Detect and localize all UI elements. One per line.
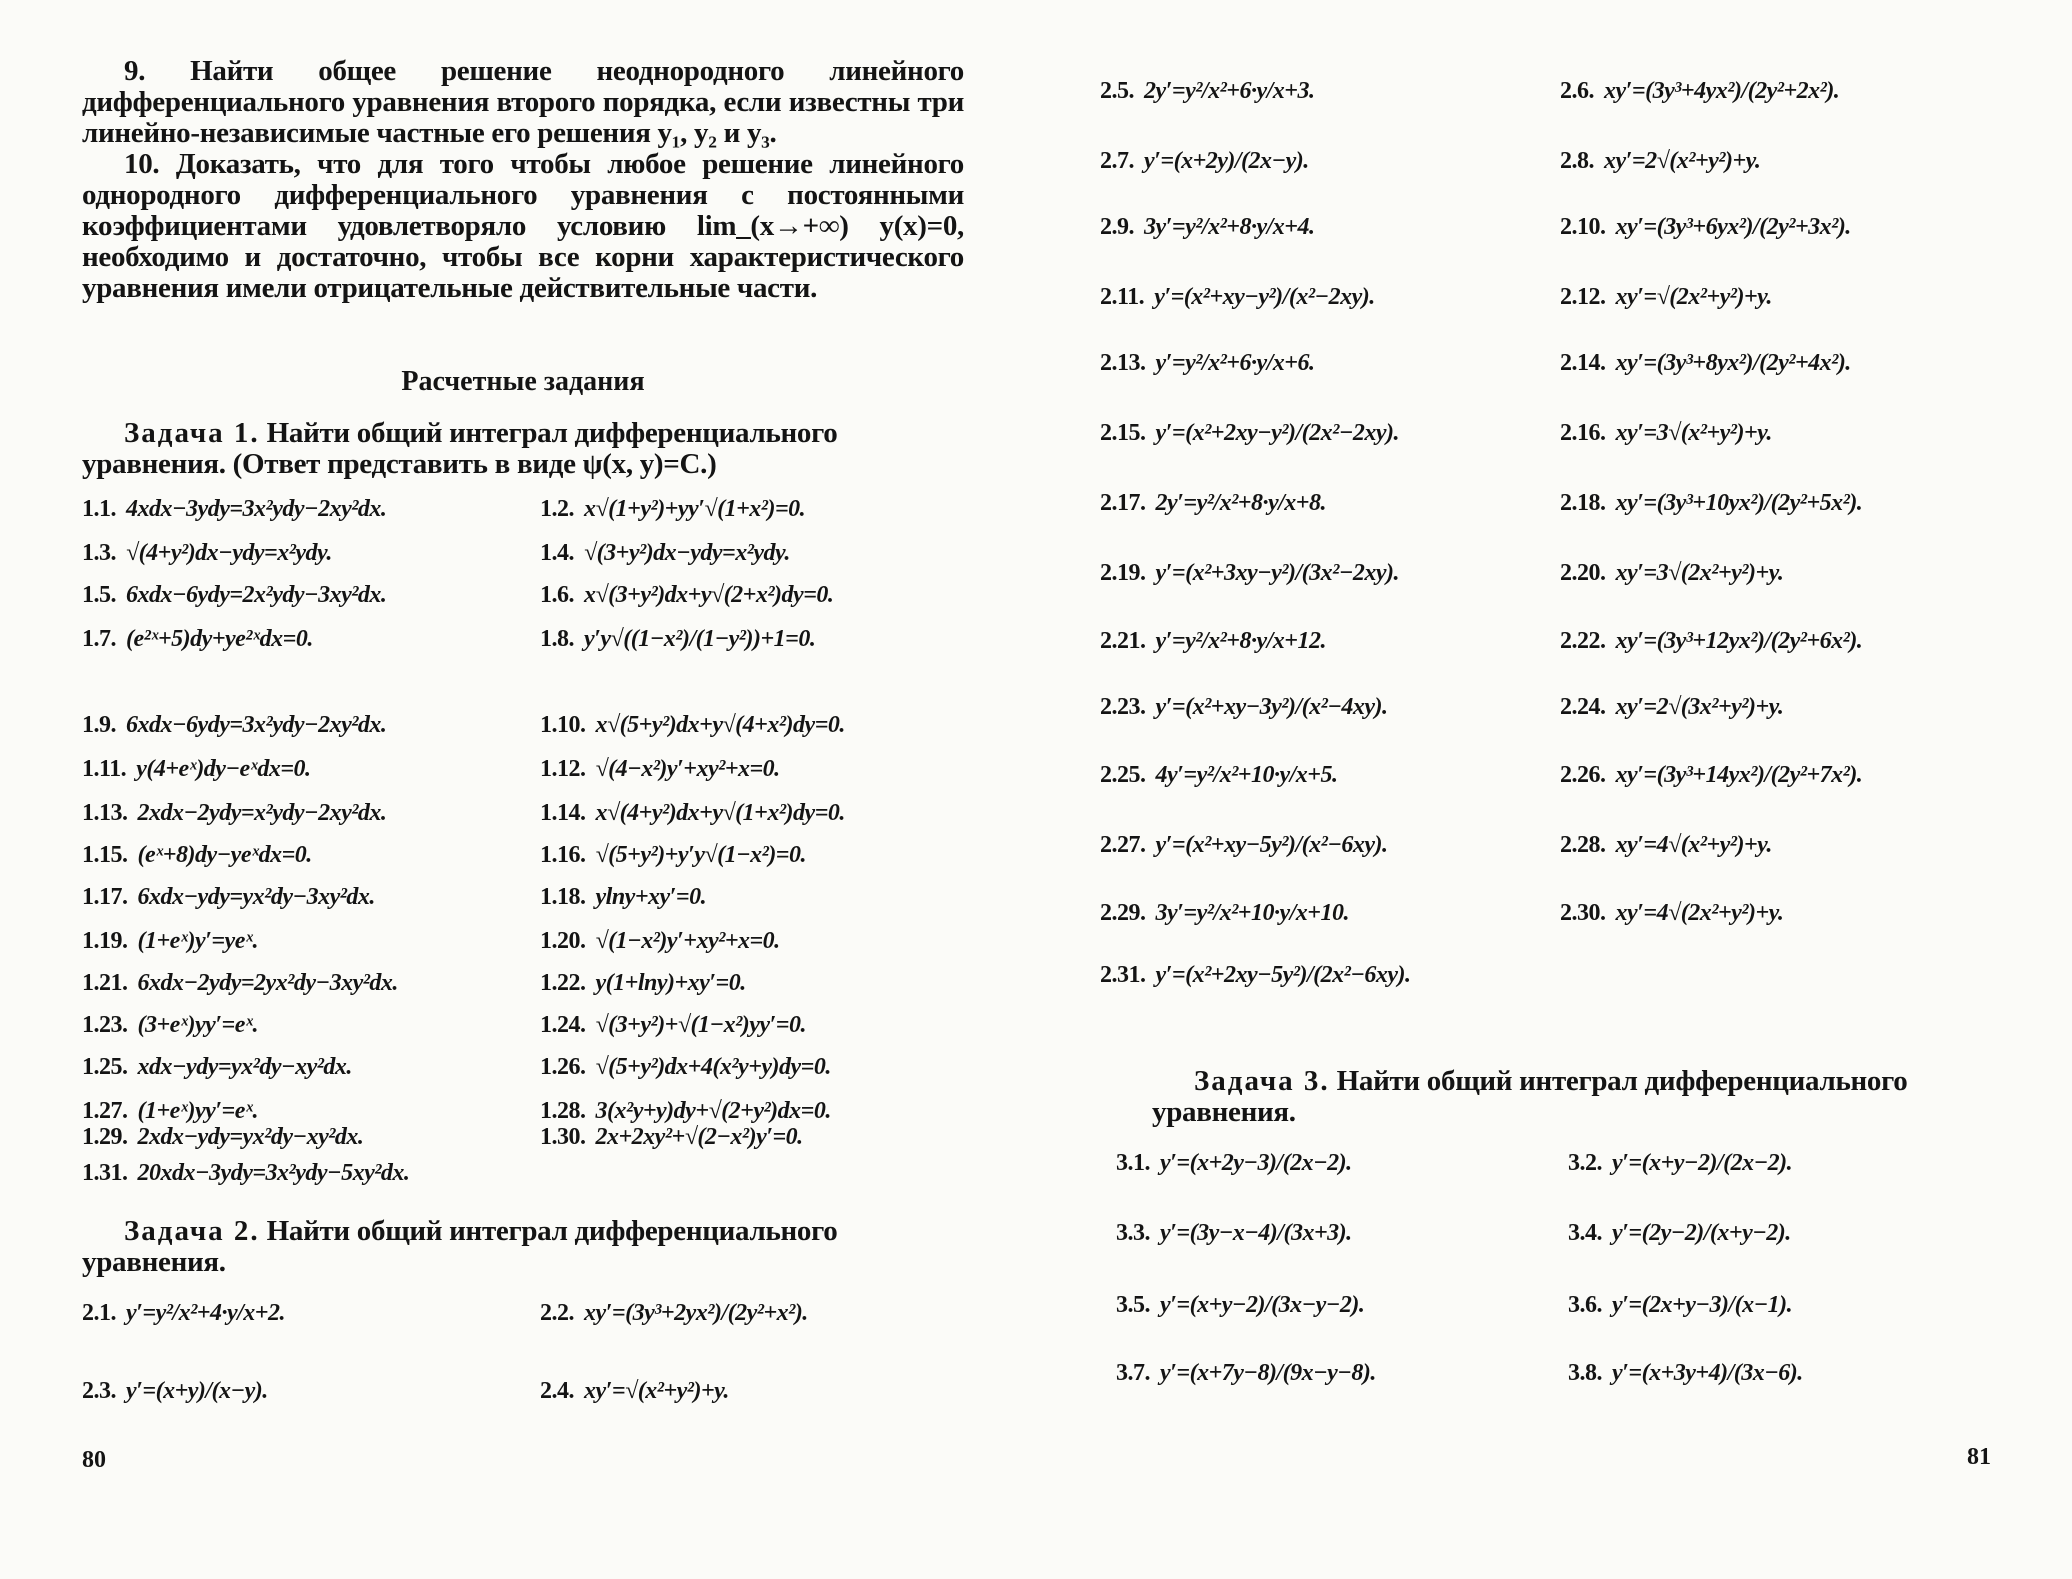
- formula-number: 3.1.: [1116, 1150, 1150, 1176]
- problem-9: 9. Найти общее решение неоднородного линейного дифференциального уравнения второго порядка, если известны три линейно-независимые частные его решения y₁, y₂ и y₃.: [82, 55, 964, 149]
- formula-number: 2.28.: [1560, 832, 1606, 858]
- formula-equation: y(1+lny)+xy′=0.: [595, 970, 746, 996]
- formula-number: 1.15.: [82, 842, 128, 868]
- formula-number: 1.12.: [540, 756, 586, 782]
- formula-equation: √(5+y²)+y′y√(1−x²)=0.: [595, 842, 806, 868]
- formula-number: 2.13.: [1100, 350, 1146, 376]
- formula-number: 3.3.: [1116, 1220, 1150, 1246]
- formula-equation: x√(1+y²)+yy′√(1+x²)=0.: [584, 496, 806, 522]
- problem-10: 10. Доказать, что для того чтобы любое решение линейного однородного дифференциального уравнения с постоянными коэффициентами удовлетворяло условию lim_(x→+∞) y(x)=0, необходимо и достаточно, чтобы все корни характеристического уравнения имели отрицательные действительные части.: [82, 148, 964, 304]
- formula-number: 1.6.: [540, 582, 574, 608]
- formula-equation: √(4−x²)y′+xy²+x=0.: [595, 756, 780, 782]
- formula-number: 1.23.: [82, 1012, 128, 1038]
- formula-equation: 3y′=y²/x²+8·y/x+4.: [1144, 214, 1315, 240]
- formula-equation: xy′=(3y³+2yx²)/(2y²+x²).: [584, 1300, 808, 1326]
- formula-item: [82, 1012, 258, 1039]
- formula-equation: y′=(x+7y−8)/(9x−y−8).: [1160, 1360, 1376, 1386]
- formula-number: 1.3.: [82, 540, 116, 566]
- formula-number: 1.21.: [82, 970, 128, 996]
- formula-item: [1116, 1150, 1352, 1177]
- formula-item: [1100, 694, 1388, 721]
- formula-item: [1560, 78, 1839, 105]
- formula-number: 2.31.: [1100, 962, 1146, 988]
- formula-equation: 2xdx−ydy=yx²dy−xy²dx.: [137, 1124, 364, 1150]
- formula-equation: y′=(x+2y−3)/(2x−2).: [1160, 1150, 1352, 1176]
- formula-item: [1100, 762, 1337, 789]
- formula-item: [1560, 350, 1851, 377]
- formula-equation: y′=(3y−x−4)/(3x+3).: [1160, 1220, 1352, 1246]
- formula-item: [82, 1378, 268, 1405]
- formula-equation: y′=(2y−2)/(x+y−2).: [1612, 1220, 1791, 1246]
- formula-item: [1100, 284, 1375, 311]
- formula-equation: (1+eˣ)y′=yeˣ.: [137, 928, 259, 954]
- formula-item: [1568, 1360, 1803, 1387]
- formula-number: 2.25.: [1100, 762, 1146, 788]
- formula-number: 1.30.: [540, 1124, 586, 1150]
- formula-item: [1568, 1220, 1791, 1247]
- formula-number: 2.21.: [1100, 628, 1146, 654]
- formula-item: [1116, 1220, 1352, 1247]
- formula-number: 3.2.: [1568, 1150, 1602, 1176]
- formula-item: [540, 626, 815, 653]
- formula-item: [540, 582, 833, 609]
- formula-equation: 3(x²y+y)dy+√(2+y²)dx=0.: [595, 1098, 831, 1124]
- formula-equation: xy′=(3y³+4yx²)/(2y²+2x²).: [1604, 78, 1840, 104]
- formula-number: 1.5.: [82, 582, 116, 608]
- formula-number: 3.8.: [1568, 1360, 1602, 1386]
- formula-number: 3.5.: [1116, 1292, 1150, 1318]
- formula-item: [540, 884, 706, 911]
- formula-item: [540, 1300, 808, 1327]
- formula-equation: (e²ˣ+5)dy+ye²ˣdx=0.: [126, 626, 313, 652]
- formula-item: [1100, 560, 1399, 587]
- formula-equation: xy′=4√(2x²+y²)+y.: [1615, 900, 1784, 926]
- formula-item: [82, 496, 386, 523]
- formula-equation: √(4+y²)dx−ydy=x²ydy.: [126, 540, 332, 566]
- formula-number: 2.14.: [1560, 350, 1606, 376]
- formula-number: 1.20.: [540, 928, 586, 954]
- formula-item: [540, 1098, 831, 1125]
- formula-item: [1100, 962, 1411, 989]
- formula-number: 2.1.: [82, 1300, 116, 1326]
- formula-number: 1.24.: [540, 1012, 586, 1038]
- formula-number: 1.27.: [82, 1098, 128, 1124]
- formula-number: 2.7.: [1100, 148, 1134, 174]
- formula-number: 2.2.: [540, 1300, 574, 1326]
- formula-number: 1.17.: [82, 884, 128, 910]
- formula-number: 2.29.: [1100, 900, 1146, 926]
- formula-number: 2.10.: [1560, 214, 1606, 240]
- formula-number: 1.4.: [540, 540, 574, 566]
- formula-number: 2.17.: [1100, 490, 1146, 516]
- formula-item: [82, 928, 258, 955]
- formula-equation: 3y′=y²/x²+10·y/x+10.: [1155, 900, 1349, 926]
- formula-equation: y′=y²/x²+6·y/x+6.: [1155, 350, 1315, 376]
- formula-item: [540, 970, 746, 997]
- formula-item: [82, 756, 311, 783]
- formula-equation: √(3+y²)+√(1−x²)yy′=0.: [595, 1012, 806, 1038]
- task3-heading: [1152, 1066, 2032, 1128]
- formula-item: [1560, 420, 1772, 447]
- formula-equation: xy′=√(x²+y²)+y.: [584, 1378, 729, 1404]
- formula-number: 2.18.: [1560, 490, 1606, 516]
- formula-equation: 2xdx−2ydy=x²ydy−2xy²dx.: [137, 800, 387, 826]
- formula-number: 2.26.: [1560, 762, 1606, 788]
- formula-item: [82, 1098, 258, 1125]
- formula-item: [1116, 1360, 1376, 1387]
- formula-equation: x√(4+y²)dx+y√(1+x²)dy=0.: [595, 800, 845, 826]
- formula-number: 2.27.: [1100, 832, 1146, 858]
- formula-item: [1100, 350, 1314, 377]
- formula-equation: xy′=(3y³+12yx²)/(2y²+6x²).: [1615, 628, 1863, 654]
- formula-number: 2.5.: [1100, 78, 1134, 104]
- formula-equation: (3+eˣ)yy′=eˣ.: [137, 1012, 259, 1038]
- task2-label: Задача 2.: [124, 1215, 260, 1247]
- formula-number: 2.6.: [1560, 78, 1594, 104]
- task2-heading: [82, 1216, 964, 1278]
- formula-number: 2.3.: [82, 1378, 116, 1404]
- formula-equation: y′y√((1−x²)/(1−y²))+1=0.: [584, 626, 816, 652]
- formula-item: [540, 928, 780, 955]
- page-number-right: 81: [1967, 1444, 1991, 1470]
- formula-equation: xy′=3√(2x²+y²)+y.: [1615, 560, 1784, 586]
- formula-equation: (1+eˣ)yy′=eˣ.: [137, 1098, 259, 1124]
- formula-number: 1.7.: [82, 626, 116, 652]
- task1-label: Задача 1.: [124, 417, 260, 449]
- formula-item: [82, 582, 386, 609]
- formula-number: 1.2.: [540, 496, 574, 522]
- formula-item: [82, 842, 312, 869]
- formula-equation: x√(5+y²)dx+y√(4+x²)dy=0.: [595, 712, 845, 738]
- formula-equation: xdx−ydy=yx²dy−xy²dx.: [137, 1054, 352, 1080]
- formula-number: 1.14.: [540, 800, 586, 826]
- formula-number: 2.24.: [1560, 694, 1606, 720]
- formula-number: 2.20.: [1560, 560, 1606, 586]
- section-title: Расчетные задания: [401, 366, 645, 397]
- formula-number: 1.28.: [540, 1098, 586, 1124]
- formula-number: 2.22.: [1560, 628, 1606, 654]
- formula-equation: 6xdx−6ydy=2x²ydy−3xy²dx.: [126, 582, 387, 608]
- formula-item: [82, 540, 332, 567]
- formula-equation: xy′=2√(x²+y²)+y.: [1604, 148, 1761, 174]
- formula-item: [82, 1054, 352, 1081]
- formula-equation: √(5+y²)dx+4(x²y+y)dy=0.: [595, 1054, 831, 1080]
- task1-heading: [82, 418, 964, 480]
- formula-item: [540, 1124, 803, 1151]
- task3-label: Задача 3.: [1194, 1065, 1330, 1097]
- problem-9-10-text: [82, 56, 964, 304]
- right-page: [1036, 0, 2072, 1579]
- formula-number: 2.12.: [1560, 284, 1606, 310]
- formula-equation: xy′=(3y³+6yx²)/(2y²+3x²).: [1615, 214, 1851, 240]
- formula-item: [540, 1378, 729, 1405]
- formula-equation: 2x+2xy²+√(2−x²)y′=0.: [595, 1124, 803, 1150]
- formula-equation: 4y′=y²/x²+10·y/x+5.: [1155, 762, 1338, 788]
- formula-number: 2.9.: [1100, 214, 1134, 240]
- formula-equation: y′=(x²+xy−5y²)/(x²−6xy).: [1155, 832, 1388, 858]
- formula-number: 1.16.: [540, 842, 586, 868]
- formula-item: [540, 756, 780, 783]
- formula-number: 1.25.: [82, 1054, 128, 1080]
- formula-equation: y′=(x²+3xy−y²)/(3x²−2xy).: [1155, 560, 1400, 586]
- formula-equation: y′=(x+y−2)/(3x−y−2).: [1160, 1292, 1365, 1318]
- page-number-left: 80: [82, 1447, 106, 1473]
- formula-item: [82, 800, 386, 827]
- formula-item: [540, 1054, 831, 1081]
- formula-number: 3.7.: [1116, 1360, 1150, 1386]
- formula-item: [540, 1012, 806, 1039]
- formula-item: [82, 970, 398, 997]
- formula-equation: xy′=(3y³+8yx²)/(2y²+4x²).: [1615, 350, 1851, 376]
- formula-item: [1568, 1150, 1792, 1177]
- formula-number: 2.23.: [1100, 694, 1146, 720]
- formula-number: 1.1.: [82, 496, 116, 522]
- formula-equation: y(4+eˣ)dy−eˣdx=0.: [136, 756, 311, 782]
- formula-number: 1.26.: [540, 1054, 586, 1080]
- formula-item: [1560, 560, 1783, 587]
- formula-equation: xy′=(3y³+10yx²)/(2y²+5x²).: [1615, 490, 1863, 516]
- formula-equation: y′=(x+y)/(x−y).: [126, 1378, 268, 1404]
- formula-equation: 2y′=y²/x²+6·y/x+3.: [1144, 78, 1315, 104]
- task2-text: Найти общий интеграл дифференциального уравнения.: [82, 1215, 838, 1278]
- formula-item: [1560, 148, 1760, 175]
- formula-item: [1100, 148, 1309, 175]
- formula-number: 1.29.: [82, 1124, 128, 1150]
- formula-item: [82, 884, 375, 911]
- formula-number: 2.16.: [1560, 420, 1606, 446]
- formula-item: [1116, 1292, 1364, 1319]
- formula-item: [1100, 214, 1314, 241]
- formula-equation: y′=(x+2y)/(2x−y).: [1144, 148, 1309, 174]
- formula-item: [540, 842, 806, 869]
- formula-equation: ylny+xy′=0.: [595, 884, 707, 910]
- formula-number: 2.15.: [1100, 420, 1146, 446]
- formula-item: [82, 1124, 363, 1151]
- task1-text: Найти общий интеграл дифференциального уравнения. (Ответ представить в виде ψ(x, y)=C.): [82, 417, 838, 480]
- formula-number: 3.6.: [1568, 1292, 1602, 1318]
- formula-item: [1560, 214, 1851, 241]
- formula-equation: 20xdx−3ydy=3x²ydy−5xy²dx.: [137, 1160, 410, 1186]
- formula-equation: y′=(2x+y−3)/(x−1).: [1612, 1292, 1793, 1318]
- formula-item: [1100, 78, 1314, 105]
- formula-number: 1.13.: [82, 800, 128, 826]
- formula-equation: y′=(x²+xy−y²)/(x²−2xy).: [1154, 284, 1375, 310]
- formula-number: 1.19.: [82, 928, 128, 954]
- formula-item: [1100, 900, 1349, 927]
- formula-item: [1560, 762, 1862, 789]
- formula-item: [1560, 628, 1862, 655]
- formula-equation: 4xdx−3ydy=3x²ydy−2xy²dx.: [126, 496, 387, 522]
- formula-equation: x√(3+y²)dx+y√(2+x²)dy=0.: [584, 582, 834, 608]
- formula-equation: 6xdx−6ydy=3x²ydy−2xy²dx.: [126, 712, 387, 738]
- formula-number: 1.8.: [540, 626, 574, 652]
- formula-number: 1.31.: [82, 1160, 128, 1186]
- formula-equation: y′=(x²+xy−3y²)/(x²−4xy).: [1155, 694, 1388, 720]
- formula-equation: y′=(x+y−2)/(2x−2).: [1612, 1150, 1793, 1176]
- task3-text: Найти общий интеграл дифференциального уравнения.: [1152, 1065, 1908, 1128]
- formula-item: [540, 496, 805, 523]
- formula-item: [540, 800, 845, 827]
- formula-equation: √(1−x²)y′+xy²+x=0.: [595, 928, 780, 954]
- formula-equation: y′=y²/x²+4·y/x+2.: [126, 1300, 285, 1326]
- formula-item: [1560, 694, 1783, 721]
- formula-number: 1.9.: [82, 712, 116, 738]
- formula-number: 2.8.: [1560, 148, 1594, 174]
- formula-number: 1.11.: [82, 756, 127, 782]
- formula-equation: y′=(x²+2xy−5y²)/(2x²−6xy).: [1155, 962, 1411, 988]
- formula-number: 2.19.: [1100, 560, 1146, 586]
- formula-equation: 2y′=y²/x²+8·y/x+8.: [1155, 490, 1326, 516]
- formula-equation: 6xdx−ydy=yx²dy−3xy²dx.: [137, 884, 375, 910]
- formula-number: 2.11.: [1100, 284, 1145, 310]
- formula-item: [1100, 628, 1326, 655]
- formula-equation: xy′=4√(x²+y²)+y.: [1615, 832, 1772, 858]
- formula-number: 2.30.: [1560, 900, 1606, 926]
- formula-item: [1100, 832, 1388, 859]
- formula-item: [82, 1300, 285, 1327]
- formula-item: [1568, 1292, 1792, 1319]
- formula-equation: xy′=(3y³+14yx²)/(2y²+7x²).: [1615, 762, 1863, 788]
- formula-item: [1560, 900, 1783, 927]
- formula-item: [82, 626, 313, 653]
- formula-item: [82, 712, 386, 739]
- formula-equation: xy′=3√(x²+y²)+y.: [1615, 420, 1772, 446]
- formula-item: [540, 712, 845, 739]
- formula-equation: xy′=√(2x²+y²)+y.: [1615, 284, 1772, 310]
- formula-equation: y′=y²/x²+8·y/x+12.: [1155, 628, 1326, 654]
- formula-equation: √(3+y²)dx−ydy=x²ydy.: [584, 540, 790, 566]
- formula-equation: y′=(x²+2xy−y²)/(2x²−2xy).: [1155, 420, 1400, 446]
- formula-item: [1100, 490, 1326, 517]
- formula-item: [82, 1160, 409, 1187]
- formula-item: [540, 540, 790, 567]
- formula-number: 3.4.: [1568, 1220, 1602, 1246]
- formula-item: [1560, 490, 1862, 517]
- formula-equation: y′=(x+3y+4)/(3x−6).: [1612, 1360, 1803, 1386]
- formula-number: 2.4.: [540, 1378, 574, 1404]
- formula-item: [1100, 420, 1399, 447]
- formula-equation: (eˣ+8)dy−yeˣdx=0.: [137, 842, 312, 868]
- formula-number: 1.18.: [540, 884, 586, 910]
- formula-number: 1.22.: [540, 970, 586, 996]
- formula-item: [1560, 832, 1772, 859]
- formula-item: [1560, 284, 1772, 311]
- formula-number: 1.10.: [540, 712, 586, 738]
- formula-equation: 6xdx−2ydy=2yx²dy−3xy²dx.: [137, 970, 398, 996]
- formula-equation: xy′=2√(3x²+y²)+y.: [1615, 694, 1784, 720]
